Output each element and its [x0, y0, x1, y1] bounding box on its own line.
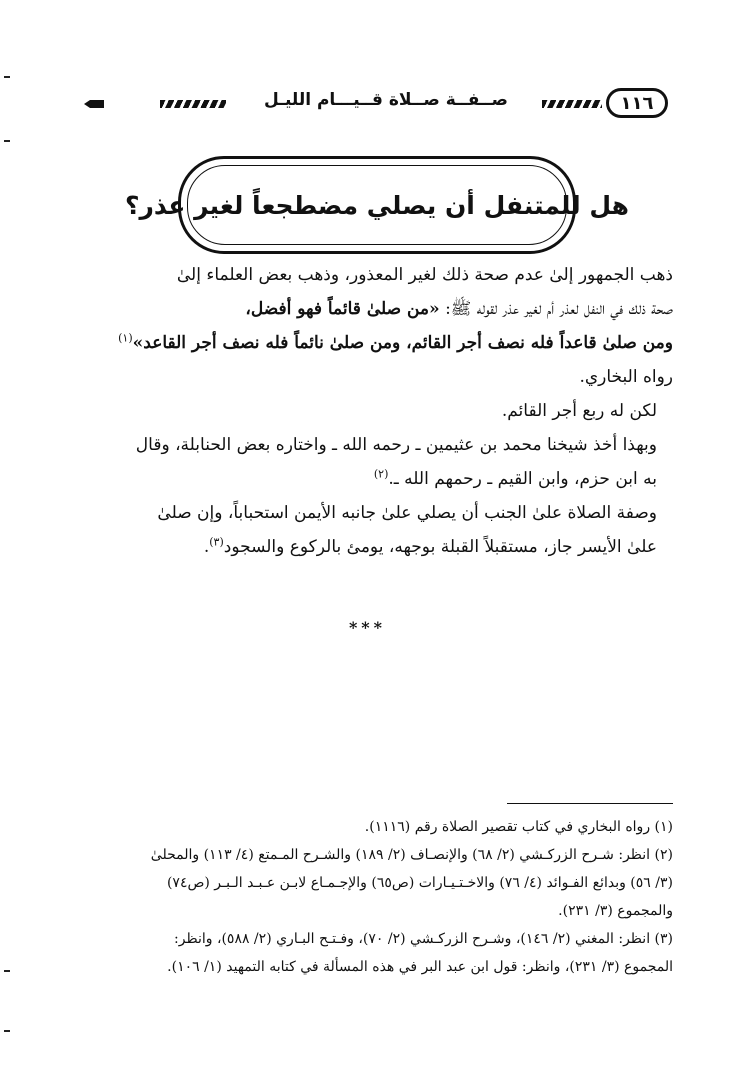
- footnote-line: المجموع (٣/ ٢٣١)، وانظر: قول ابن عبد البر في هذه المسألة في كتابه التمهيد (١/ ١٠٦).: [167, 959, 673, 975]
- footnote-ref[interactable]: (٢): [373, 467, 389, 481]
- page-edge-mark: [4, 970, 10, 972]
- text-line: لكن له ربع أجر القائم.: [501, 401, 657, 421]
- footnote-2: [59, 841, 673, 925]
- text-line: رواه البخاري.: [579, 367, 673, 387]
- paragraph: [59, 258, 673, 394]
- footnote-line: (٣) انظر: المغني (٢/ ١٤٦)، وشـرح الزركـشي (٢/ ٧٠)، وفـتـح البـاري (٢/ ٥٨٨)، وانظر:: [174, 931, 673, 947]
- hadith-quote: ومن صلىٰ قاعداً فله نصف أجر القائم، ومن صلىٰ نائماً فله نصف أجر القاعد»: [132, 333, 673, 353]
- text-line: .: [203, 537, 210, 557]
- section-separator: ***: [348, 618, 387, 637]
- section-title: هل للمتنفل أن يصلي مضطجعاً لغير عذر؟: [124, 190, 630, 220]
- text-line: علىٰ الأيسر جاز، مستقبلاً القبلة بوجهه، يومئ بالركوع والسجود: [223, 537, 657, 557]
- section-title-inner-frame: [124, 165, 630, 245]
- footnote-line: (١) رواه البخاري في كتاب تقصير الصلاة رقم (١١١٦).: [364, 819, 673, 835]
- main-text: [59, 258, 673, 564]
- footnote-line: (٢) انظر: شـرح الزركـشي (٢/ ٦٨) والإنصـاف (٢/ ١٨٩) والشـرح المـمتع (٤/ ١١٣) والمحلىٰ: [150, 847, 673, 863]
- running-title: صــفــة صــلاة قــيـــام الليـل: [263, 90, 508, 110]
- hadith-quote: «من صلىٰ قائماً فهو أفضل،: [245, 299, 440, 319]
- footnote-1: [59, 813, 673, 841]
- paragraph: [59, 496, 673, 564]
- header-ornament-rule: [160, 100, 226, 108]
- footnotes: [59, 813, 673, 981]
- footnote-line: (٣/ ٥٦) وبدائع الفـوائد (٤/ ٧٦) والاخـتـيـارات (ص٦٥) والإجـمـاع لابـن عـبـد الـبـر (ص٧٤): [166, 875, 673, 891]
- section-title-frame: [124, 156, 630, 254]
- header-ornament-rule: [542, 100, 602, 108]
- page-edge-mark: [4, 1030, 10, 1032]
- footnote-divider: [507, 803, 673, 804]
- text-line: به ابن حزم، وابن القيم ـ رحمهم الله ـ.: [388, 469, 657, 489]
- footnote-ref[interactable]: (١): [118, 331, 133, 345]
- footnote-3: [59, 925, 673, 981]
- paragraph: [59, 428, 673, 496]
- text-line: صحة ذلك في النفل لعذر أم لغير عذر لقوله ﷺ:: [445, 299, 673, 319]
- footnote-ref[interactable]: (٣): [209, 535, 224, 549]
- footnote-line: والمجموع (٣/ ٢٣١).: [558, 903, 673, 919]
- page-edge-mark: [4, 76, 10, 78]
- text-line: وصفة الصلاة علىٰ الجنب أن يصلي علىٰ جانبه الأيمن استحباباً، وإن صلىٰ: [157, 503, 657, 523]
- page-number: ١١٦: [606, 88, 668, 118]
- running-header: [84, 88, 668, 122]
- header-end-ornament: [84, 100, 104, 108]
- text-line: وبهذا أخذ شيخنا محمد بن عثيمين ـ رحمه الله ـ واختاره بعض الحنابلة، وقال: [135, 435, 657, 455]
- text-line: ذهب الجمهور إلىٰ عدم صحة ذلك لغير المعذور، وذهب بعض العلماء إلىٰ: [176, 265, 673, 285]
- page-edge-mark: [4, 140, 10, 142]
- paragraph: [59, 394, 673, 428]
